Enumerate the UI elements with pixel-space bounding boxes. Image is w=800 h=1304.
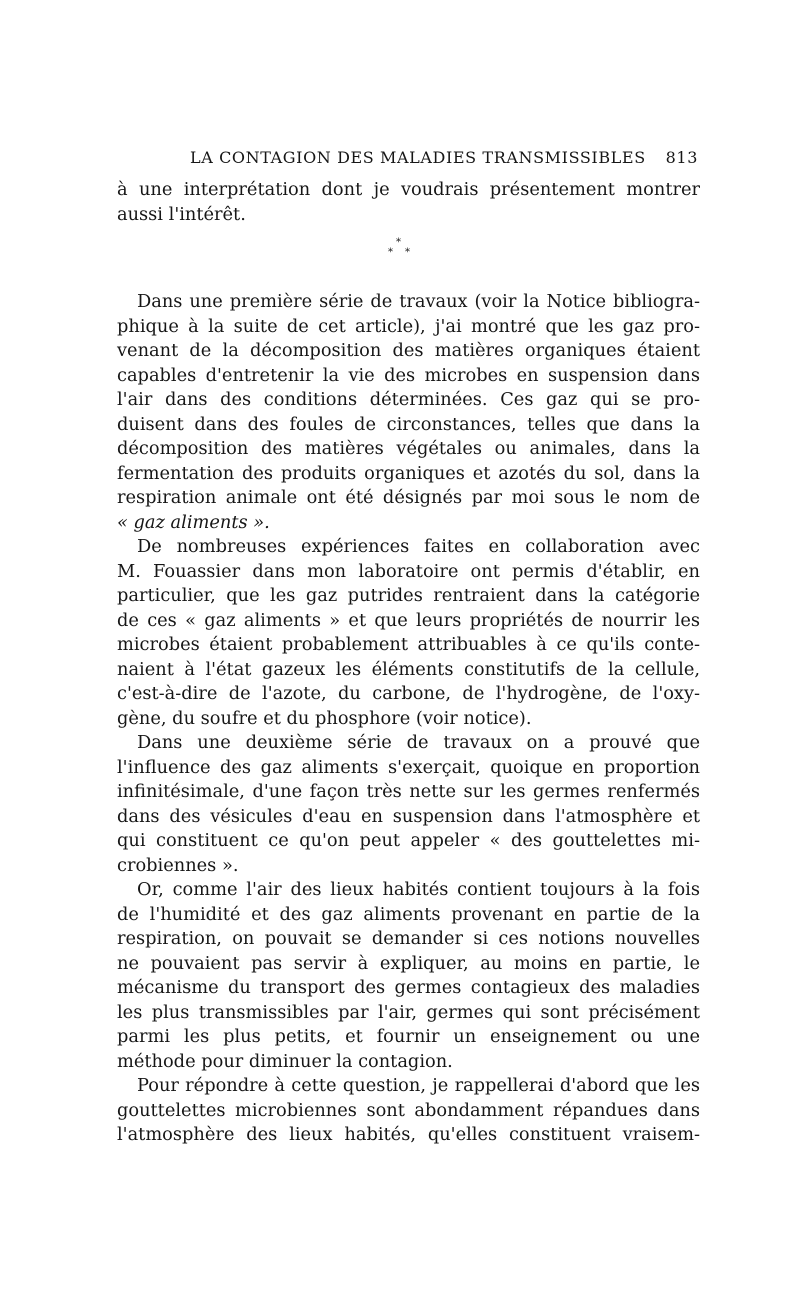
body-text — [117, 178, 700, 1148]
text-line: capables d'entretenir la vie des microbes en suspension dans — [117, 364, 700, 386]
paragraph-3 — [117, 731, 700, 878]
text-line: infinitésimale, d'une façon très nette sur les germes renfermés — [117, 781, 700, 802]
text-line: Or, comme l'air des lieux habités contient toujours à la fois — [137, 879, 700, 900]
text-line: décomposition des matières végétales ou animales, dans la — [117, 438, 700, 459]
text-line: parmi les plus petits, et fournir un enseignement ou une — [117, 1026, 700, 1047]
text-line: c'est-à-dire de l'azote, du carbone, de l'hydrogène, de l'oxy- — [117, 683, 700, 704]
text-line: mécanisme du transport des germes contagieux des maladies — [117, 977, 700, 998]
text-line: dans des vésicules d'eau en suspension dans l'atmosphère et — [117, 805, 700, 827]
text-line: M. Fouassier dans mon laboratoire ont permis d'établir, en — [117, 560, 700, 582]
text-line: les plus transmissibles par l'air, germes qui sont précisément — [117, 1001, 700, 1023]
text-line: de l'humidité et des gaz aliments provenant en partie de la — [117, 903, 700, 925]
paragraph-2 — [117, 535, 700, 731]
text-line: Dans une première série de travaux (voir la Notice bibliogra- — [137, 291, 700, 312]
separator-star: * — [405, 247, 410, 258]
paragraph-5 — [117, 1074, 700, 1148]
paragraph-4 — [117, 878, 700, 1074]
separator-star: * — [388, 247, 393, 258]
running-title: LA CONTAGION DES MALADIES TRANSMISSIBLES — [190, 148, 646, 167]
text-line: respiration animale ont été désignés par moi sous le nom de — [117, 487, 700, 508]
running-header — [118, 148, 698, 170]
page-number: 813 — [665, 148, 698, 167]
text-line: Dans une deuxième série de travaux on a prouvé que — [137, 732, 700, 753]
text-line: gène, du soufre et du phosphore (voir notice). — [117, 707, 532, 729]
text-line: respiration, on pouvait se demander si ces notions nouvelles — [117, 928, 700, 949]
text-line: microbes étaient probablement attribuables à ce qu'ils conte- — [117, 634, 700, 655]
text-line: à une interprétation dont je voudrais présentement montrer — [117, 179, 700, 200]
text-line: de ces « gaz aliments » et que leurs propriétés de nourrir les — [117, 609, 700, 631]
text-line: méthode pour diminuer la contagion. — [117, 1050, 453, 1072]
text-line: « gaz aliments ». — [117, 511, 270, 533]
text-line: De nombreuses expériences faites en collaboration avec — [137, 536, 700, 557]
text-line: fermentation des produits organiques et azotés du sol, dans la — [117, 462, 700, 484]
text-line: venant de la décomposition des matières organiques étaient — [117, 340, 700, 361]
paragraph-1 — [117, 290, 700, 535]
text-line: l'influence des gaz aliments s'exerçait, quoique en proportion — [117, 756, 700, 778]
text-line: gouttelettes microbiennes sont abondamment répandues dans — [117, 1099, 700, 1121]
text-line: qui constituent ce qu'on peut appeler « des gouttelettes mi- — [117, 830, 700, 851]
text-line: l'air dans des conditions déterminées. Ces gaz qui se pro- — [117, 389, 700, 410]
text-line: aussi l'intérêt. — [117, 203, 246, 225]
text-line: l'atmosphère des lieux habités, qu'elles constituent vraisem- — [117, 1124, 700, 1145]
text-line: ne pouvaient pas servir à expliquer, au moins en partie, le — [117, 952, 700, 974]
text-line: naient à l'état gazeux les éléments constitutifs de la cellule, — [117, 658, 700, 680]
text-line: duisent dans des foules de circonstances, telles que dans la — [117, 413, 700, 435]
text-line: particulier, que les gaz putrides rentraient dans la catégorie — [117, 585, 700, 606]
section-separator — [117, 227, 700, 279]
text-line: crobiennes ». — [117, 854, 239, 876]
text-line: Pour répondre à cette question, je rappellerai d'abord que les — [137, 1075, 700, 1096]
text-line: phique à la suite de cet article), j'ai montré que les gaz pro- — [117, 315, 700, 337]
separator-star: * — [396, 237, 401, 248]
